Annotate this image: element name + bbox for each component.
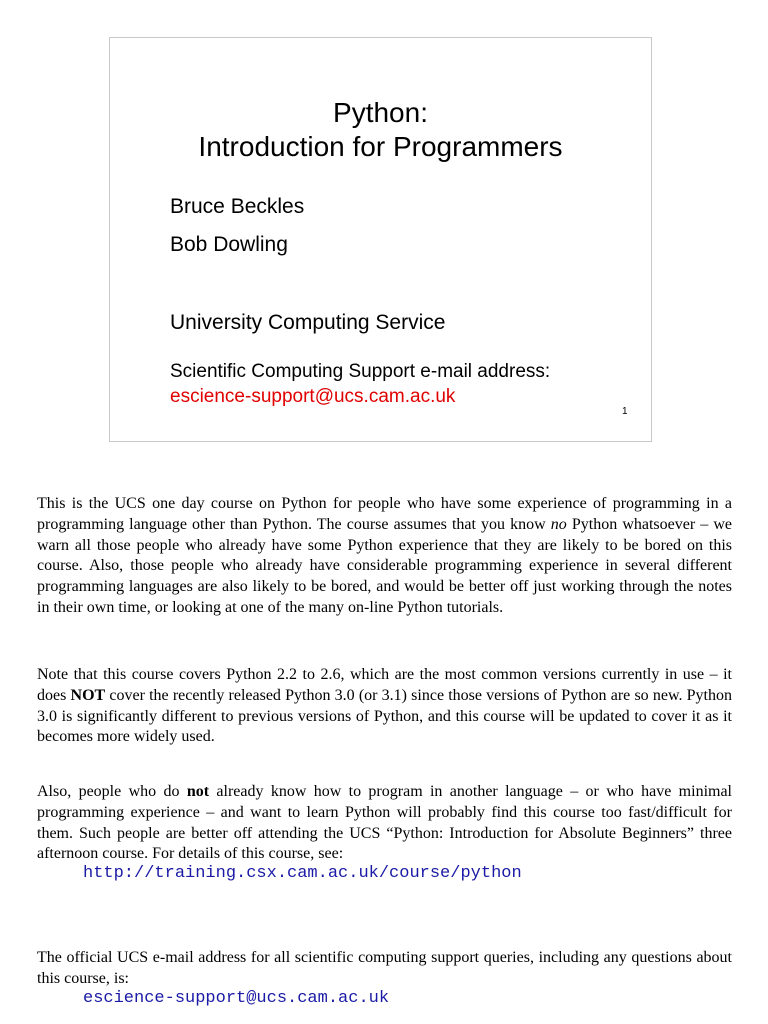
p3-text-a: Also, people who do bbox=[37, 783, 187, 800]
notes-paragraph-3 bbox=[37, 782, 732, 865]
notes-paragraph-1 bbox=[37, 494, 732, 619]
p3-text-b: already know how to program in another language – or who have minimal programming experience – and want to learn Python will probably find this course too fast/difficult for them. Such people are better off attending the UCS “Python: Introduction for Absolute Beginners” three afternoon course. For details of this course, see: bbox=[37, 783, 733, 863]
p2-text-b: cover the recently released Python 3.0 (or 3.1) since those versions of Python are so new. Python 3.0 is significantly different to previous versions of Python, and this course will be updated to cover it as it becomes more widely used. bbox=[37, 686, 733, 746]
slide-title-line2: Introduction for Programmers bbox=[198, 131, 563, 162]
notes-paragraph-4: The official UCS e-mail address for all scientific computing support queries, including any questions about this course, is: bbox=[37, 949, 732, 987]
p1-text-a: This is the UCS one day course on Python for people who have some experience of programming in a programming language other than Python. The course assumes that you know bbox=[37, 495, 732, 533]
slide-number: 1 bbox=[622, 406, 628, 417]
p2-text-a: Note that this course covers Python 2.2 to 2.6, which are the most common versions currently in use – it does bbox=[37, 666, 732, 704]
p2-strong: NOT bbox=[70, 686, 106, 704]
slide-title-line1: Python: bbox=[333, 97, 428, 128]
slide-thumbnail bbox=[109, 37, 652, 442]
slide-support-email[interactable]: escience-support@ucs.cam.ac.uk bbox=[170, 386, 456, 407]
p1-emphasis: no bbox=[550, 515, 567, 533]
notes-paragraph-2 bbox=[37, 665, 732, 748]
p1-text-b: Python whatsoever – we warn all those people who already have some Python experience that they are likely to be bored on this course. Also, those people who already have considerable programming experience in several different programming languages are also likely to be bored, and would be better off just working through the notes in their own time, or looking at one of the many on-line Python tutorials. bbox=[37, 515, 733, 616]
slide-title bbox=[110, 96, 651, 164]
slide-author-1: Bruce Beckles bbox=[170, 195, 305, 218]
slide-author-2: Bob Dowling bbox=[170, 233, 288, 256]
slide-organization: University Computing Service bbox=[170, 311, 446, 334]
course-url-link[interactable]: http://training.csx.cam.ac.uk/course/python bbox=[83, 864, 522, 883]
support-email-link[interactable]: escience-support@ucs.cam.ac.uk bbox=[83, 989, 390, 1008]
slide-support-label: Scientific Computing Support e-mail address: bbox=[170, 361, 551, 382]
p3-strong: not bbox=[186, 783, 210, 800]
